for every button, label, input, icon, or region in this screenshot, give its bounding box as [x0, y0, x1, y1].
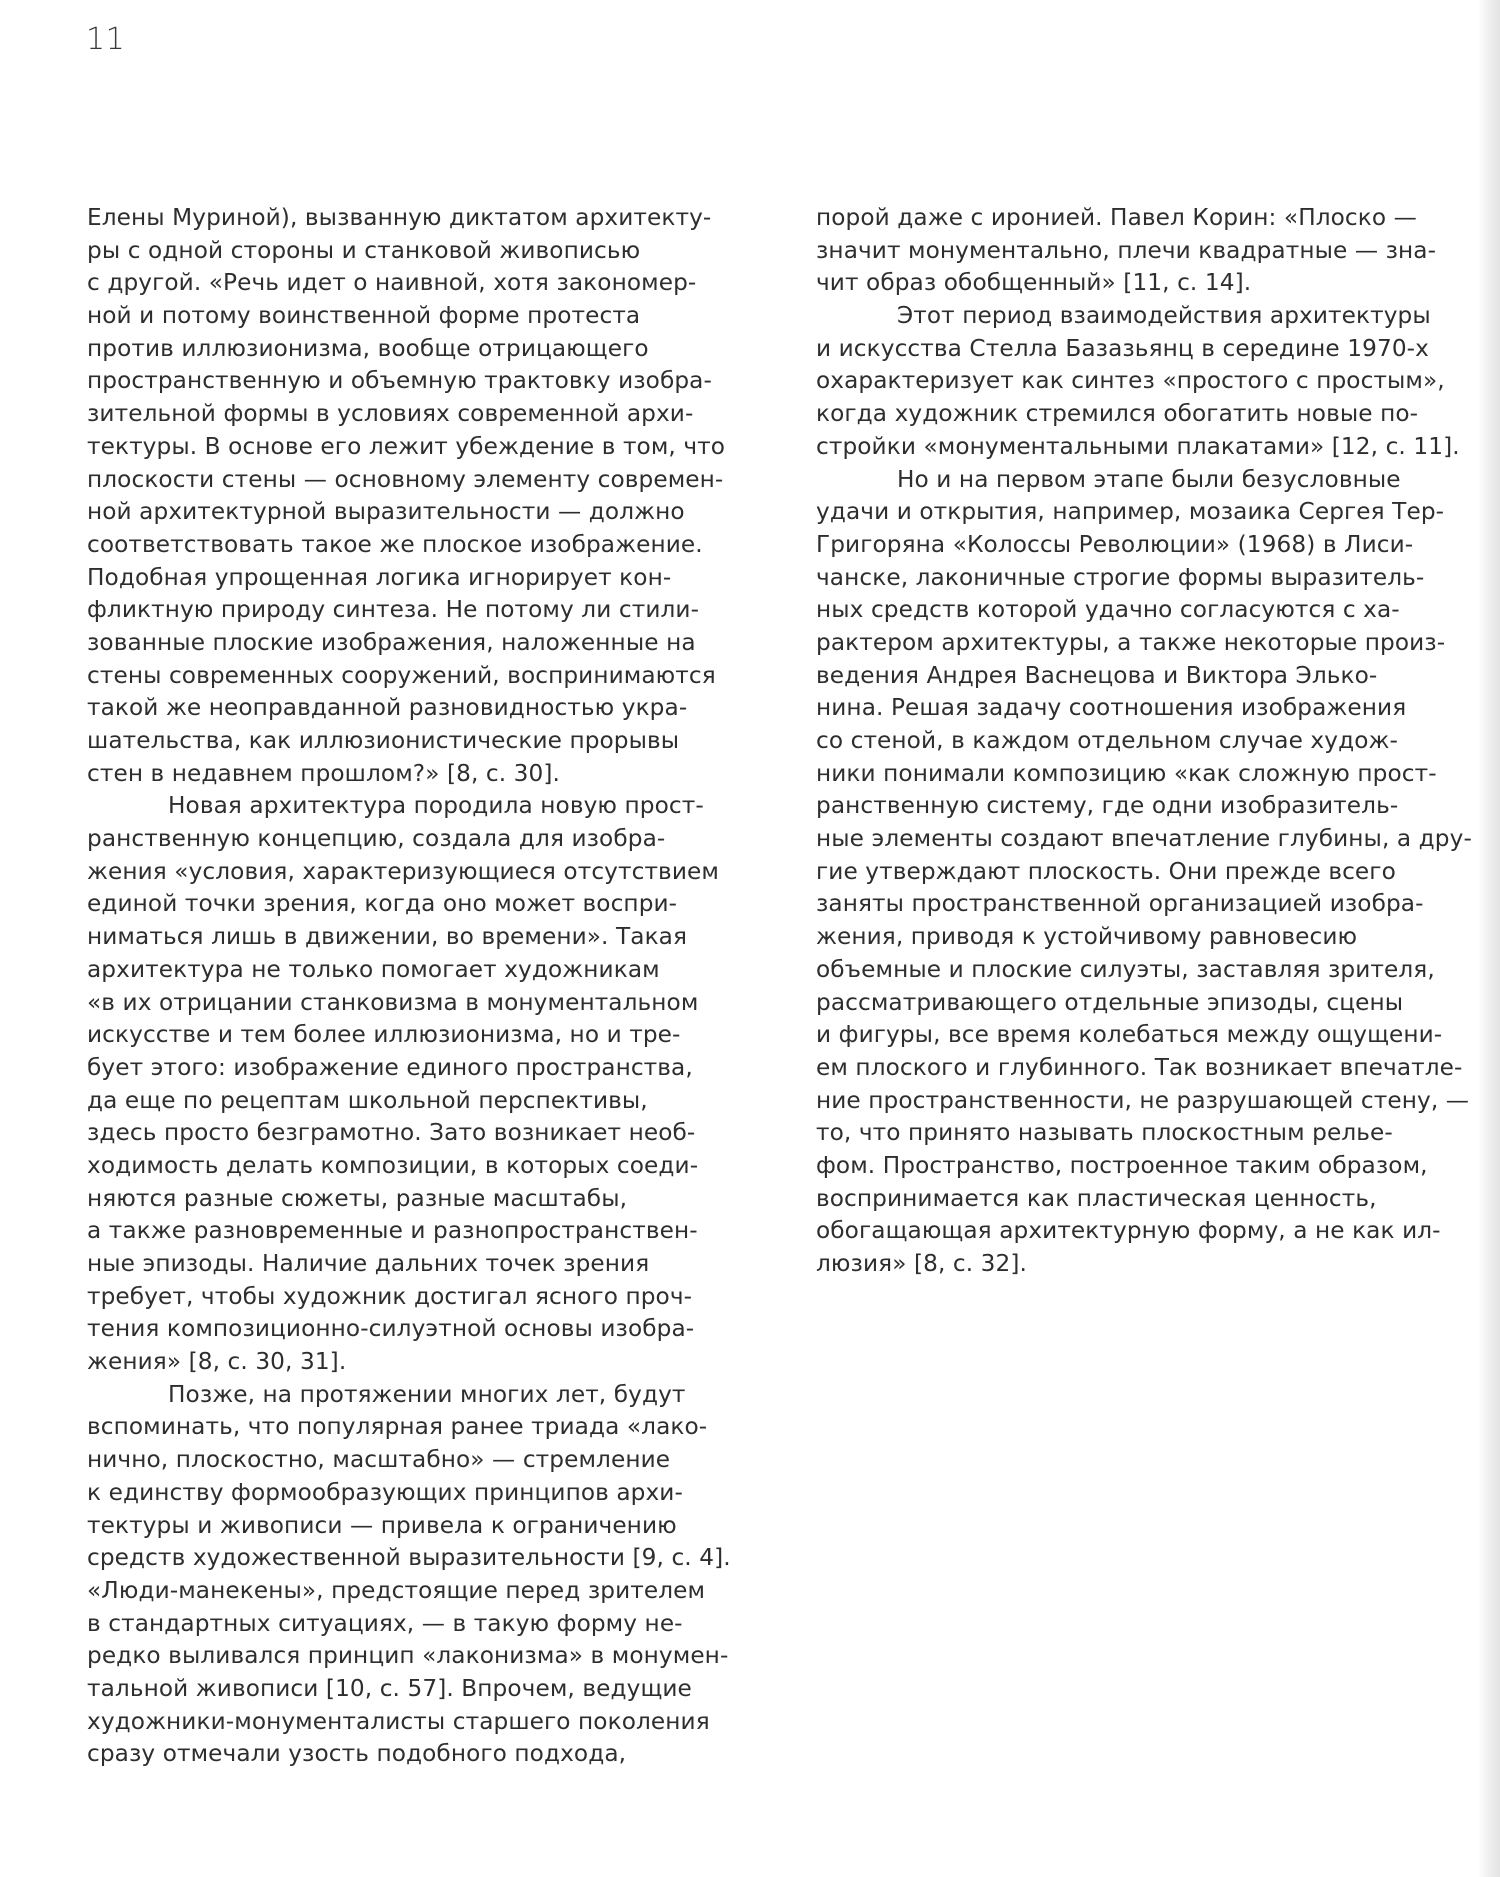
text-line: стены современных сооружений, воспринимаются: [87, 661, 716, 689]
text-line: пространственную и объемную трактовку изобра-: [87, 367, 712, 395]
page-number: 11: [86, 22, 126, 57]
text-line: няются разные сюжеты, разные масштабы,: [87, 1184, 628, 1212]
text-line: ем плоского и глубинного. Так возникает впечатле-: [816, 1053, 1463, 1081]
text-line: жения» [8, с. 30, 31].: [87, 1348, 347, 1376]
text-line: а также разновременные и разнопространствен-: [87, 1217, 698, 1245]
text-line: тектуры и живописи — привела к ограничению: [87, 1511, 677, 1539]
text-line: охарактеризует как синтез «простого с простым»,: [816, 367, 1445, 395]
text-line: сразу отмечали узость подобного подхода,: [87, 1740, 627, 1768]
text-line: такой же неоправданной разновидностью укра-: [87, 694, 688, 722]
text-line: чанске, лаконичные строгие формы выразитель-: [816, 563, 1425, 591]
text-line: Но и на первом этапе были безусловные: [897, 465, 1401, 493]
text-line: художники-монументалисты старшего поколения: [87, 1707, 710, 1735]
text-line: стройки «монументальными плакатами» [12, с. 11].: [816, 432, 1460, 460]
text-line: нично, плоскостно, масштабно» — стремление: [87, 1446, 671, 1474]
text-line: фом. Пространство, построенное таким образом,: [816, 1151, 1428, 1179]
text-line: ных средств которой удачно согласуются с ха-: [816, 596, 1400, 624]
text-line: порой даже с иронией. Павел Корин: «Плоско —: [816, 204, 1417, 231]
text-line: соответствовать такое же плоское изображение.: [87, 530, 703, 558]
text-line: здесь просто безграмотно. Зато возникает необ-: [87, 1119, 696, 1147]
text-line: ние пространственности, не разрушающей стену, —: [816, 1086, 1470, 1114]
text-line: значит монументально, плечи квадратные — зна-: [816, 236, 1437, 264]
text-line: требует, чтобы художник достигал ясного проч-: [87, 1282, 693, 1310]
text-line: люзия» [8, с. 32].: [816, 1250, 1027, 1277]
text-line: и фигуры, все время колебаться между ощущени-: [816, 1021, 1443, 1049]
text-line: искусстве и тем более иллюзионизма, но и тре-: [87, 1021, 681, 1049]
text-line: в стандартных ситуациях, — в такую форму не-: [87, 1609, 683, 1637]
text-line: редко выливался принцип «лаконизма» в монумен-: [87, 1642, 729, 1670]
text-line: рассматривающего отдельные эпизоды, сцены: [816, 988, 1404, 1016]
text-line: вспоминать, что популярная ранее триада «лако-: [87, 1413, 708, 1441]
text-line: фликтную природу синтеза. Не потому ли стили-: [87, 596, 700, 624]
text-line: ные эпизоды. Наличие дальних точек зрения: [87, 1250, 650, 1277]
text-line: Подобная упрощенная логика игнорирует кон-: [87, 563, 672, 591]
text-line: ведения Андрея Васнецова и Виктора Элько-: [816, 661, 1378, 689]
right-text-column: [816, 202, 1472, 1281]
text-line: ники понимали композицию «как сложную прост-: [816, 759, 1437, 787]
text-line: ходимость делать композиции, в которых соеди-: [87, 1151, 699, 1179]
text-line: «Люди-манекены», предстоящие перед зрителем: [87, 1576, 706, 1604]
text-line: гие утверждают плоскость. Они прежде всего: [816, 857, 1396, 885]
text-line: со стеной, в каждом отдельном случае худож-: [816, 727, 1398, 754]
text-line: шательства, как иллюзионистические прорывы: [87, 727, 680, 754]
text-line: когда художник стремился обогатить новые по-: [816, 400, 1419, 428]
text-line: стен в недавнем прошлом?» [8, с. 30].: [87, 759, 561, 787]
text-line: жения, приводя к устойчивому равновесию: [816, 923, 1358, 951]
text-line: тальной живописи [10, с. 57]. Впрочем, ведущие: [87, 1674, 692, 1702]
left-text-column: [87, 202, 737, 1771]
text-line: ные элементы создают впечатление глубины, а дру-: [816, 825, 1472, 853]
text-line: зованные плоские изображения, наложенные на: [87, 628, 696, 656]
text-line: тектуры. В основе его лежит убеждение в том, что: [87, 432, 726, 460]
text-line: средств художественной выразительности [9, с. 4].: [87, 1544, 731, 1572]
text-line: то, что принято называть плоскостным релье-: [816, 1119, 1393, 1147]
text-line: ной и потому воинственной форме протеста: [87, 302, 641, 330]
text-line: Елены Муриной), вызванную диктатом архитекту-: [87, 204, 712, 231]
text-line: плоскости стены — основному элементу современ-: [87, 465, 724, 493]
text-line: Новая архитектура породила новую прост-: [168, 792, 704, 820]
text-line: воспринимается как пластическая ценность,: [816, 1184, 1377, 1212]
text-line: ной архитектурной выразительности — должно: [87, 498, 685, 526]
text-line: архитектура не только помогает художникам: [87, 955, 660, 983]
text-line: к единству формообразующих принципов архи-: [87, 1478, 683, 1506]
text-line: ранственную систему, где одни изобразитель-: [816, 792, 1399, 820]
text-line: ры с одной стороны и станковой живописью: [87, 236, 641, 264]
text-line: тения композиционно-силуэтной основы изобра-: [87, 1315, 695, 1343]
text-line: ниматься лишь в движении, во времени». Такая: [87, 923, 688, 951]
text-line: да еще по рецептам школьной перспективы,: [87, 1086, 648, 1114]
text-line: Позже, на протяжении многих лет, будут: [168, 1380, 686, 1408]
text-line: и искусства Стелла Базазьянц в середине 1970-х: [816, 334, 1429, 362]
text-line: Григоряна «Колоссы Революции» (1968) в Лиси-: [816, 530, 1414, 558]
text-line: жения «условия, характеризующиеся отсутствием: [87, 857, 719, 885]
text-line: единой точки зрения, когда оно может воспри-: [87, 890, 678, 918]
text-line: зительной формы в условиях современной архи-: [87, 400, 694, 428]
text-line: обогащающая архитектурную форму, а не как ил-: [816, 1217, 1441, 1245]
page-edge-shadow: [1478, 0, 1500, 1877]
text-line: против иллюзионизма, вообще отрицающего: [87, 334, 649, 362]
text-line: объемные и плоские силуэты, заставляя зрителя,: [816, 955, 1435, 983]
text-line: Этот период взаимодействия архитектуры: [897, 302, 1431, 330]
text-line: удачи и открытия, например, мозаика Сергея Тер-: [816, 498, 1445, 526]
text-line: с другой. «Речь идет о наивной, хотя закономер-: [87, 269, 697, 297]
text-line: чит образ обобщенный» [11, с. 14].: [816, 269, 1252, 297]
text-line: заняты пространственной организацией изобра-: [816, 890, 1424, 918]
text-line: бует этого: изображение единого пространства,: [87, 1053, 693, 1081]
text-line: нина. Решая задачу соотношения изображения: [816, 694, 1407, 722]
text-line: рактером архитектуры, а также некоторые произ-: [816, 628, 1446, 656]
text-line: ранственную концепцию, создала для изобра-: [87, 825, 666, 853]
text-line: «в их отрицании станковизма в монументальном: [87, 988, 699, 1016]
